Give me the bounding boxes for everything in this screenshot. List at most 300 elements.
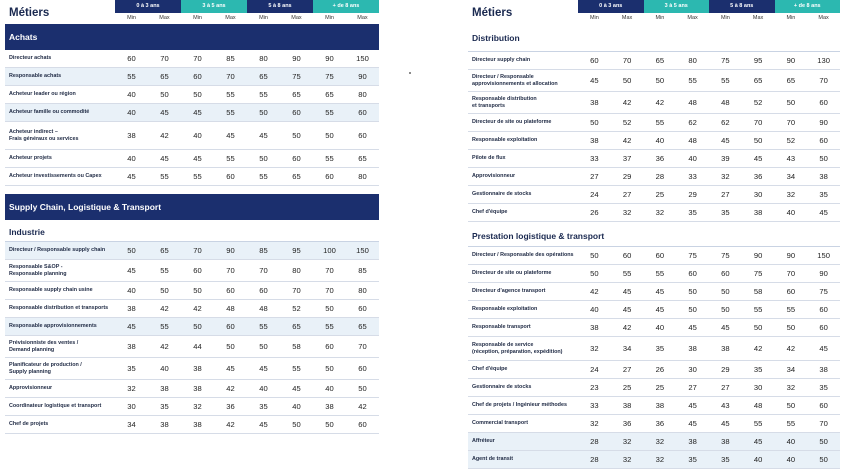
salary-min-cell: 60 bbox=[721, 269, 730, 278]
salary-max-cell: 42 bbox=[226, 420, 235, 429]
salary-max-cell: 50 bbox=[753, 323, 763, 332]
min-label: Min bbox=[127, 15, 136, 21]
job-title: Responsable supply chain usine bbox=[9, 287, 93, 294]
salary-max-cell: 75 bbox=[753, 269, 763, 278]
salary-max-cell: 45 bbox=[688, 419, 697, 428]
salary-min-cell: 50 bbox=[325, 420, 334, 429]
table-row bbox=[468, 150, 840, 168]
salary-max-cell: 50 bbox=[358, 384, 367, 393]
salary-max-cell: 55 bbox=[160, 172, 169, 181]
salary-max-cell: 55 bbox=[160, 322, 169, 331]
salary-min-cell: 27 bbox=[721, 383, 730, 392]
table-row bbox=[468, 451, 840, 469]
salary-min-cell: 55 bbox=[259, 90, 268, 99]
salary-max-cell: 27 bbox=[688, 383, 697, 392]
max-label: Max bbox=[687, 15, 698, 21]
min-max-labels bbox=[115, 13, 379, 23]
salary-min-cell: 43 bbox=[786, 154, 796, 163]
right-salary-panel bbox=[468, 0, 840, 469]
job-title: Directeur achats bbox=[9, 55, 52, 62]
table-row bbox=[468, 265, 840, 283]
salary-min-cell: 30 bbox=[127, 402, 136, 411]
min-label: Min bbox=[720, 15, 730, 21]
salary-max-cell: 50 bbox=[819, 455, 828, 464]
salary-min-cell: 38 bbox=[127, 342, 136, 351]
salary-max-cell: 50 bbox=[819, 437, 828, 446]
salary-min-cell: 60 bbox=[655, 251, 665, 260]
salary-max-cell: 60 bbox=[358, 108, 367, 117]
salary-min-cell: 24 bbox=[590, 190, 599, 199]
salary-min-cell: 29 bbox=[721, 365, 730, 374]
salary-min-cell: 50 bbox=[325, 364, 334, 373]
salary-values bbox=[115, 154, 379, 163]
salary-values bbox=[578, 136, 840, 145]
salary-max-cell: 35 bbox=[688, 455, 697, 464]
salary-min-cell: 23 bbox=[590, 383, 599, 392]
job-title: Directeur / Responsable approvisionnements et allocation bbox=[472, 74, 558, 87]
table-row bbox=[5, 260, 379, 282]
salary-values bbox=[115, 342, 379, 351]
job-title: Directeur d'agence transport bbox=[472, 288, 546, 295]
salary-min-cell: 40 bbox=[127, 108, 136, 117]
salary-max-cell: 62 bbox=[688, 118, 697, 127]
max-label: Max bbox=[357, 15, 368, 21]
table-row bbox=[5, 68, 379, 86]
salary-values bbox=[578, 455, 840, 464]
salary-min-cell: 70 bbox=[325, 266, 334, 275]
table-row bbox=[5, 336, 379, 358]
salary-max-cell: 55 bbox=[226, 108, 235, 117]
salary-max-cell: 50 bbox=[688, 287, 697, 296]
salary-min-cell: 60 bbox=[193, 266, 202, 275]
salary-max-cell: 150 bbox=[356, 54, 369, 63]
table-row bbox=[468, 361, 840, 379]
salary-min-cell: 45 bbox=[127, 266, 136, 275]
job-title: Responsable distribution et transports bbox=[9, 305, 109, 312]
job-title: Responsable S&OP - Responsable planning bbox=[9, 264, 67, 277]
salary-min-cell: 32 bbox=[655, 437, 665, 446]
salary-min-cell: 70 bbox=[193, 54, 202, 63]
salary-max-cell: 80 bbox=[292, 266, 301, 275]
salary-min-cell: 75 bbox=[721, 251, 730, 260]
salary-min-cell: 40 bbox=[655, 323, 665, 332]
salary-min-cell: 45 bbox=[127, 322, 136, 331]
salary-min-cell: 40 bbox=[127, 154, 136, 163]
salary-max-cell: 70 bbox=[819, 419, 828, 428]
salary-min-cell: 55 bbox=[786, 305, 796, 314]
table-row bbox=[468, 168, 840, 186]
salary-max-cell: 60 bbox=[226, 286, 235, 295]
job-title: Directeur supply chain bbox=[472, 57, 531, 64]
salary-min-cell: 44 bbox=[193, 342, 202, 351]
salary-max-cell: 65 bbox=[160, 246, 169, 255]
salary-min-cell: 60 bbox=[325, 172, 334, 181]
salary-values bbox=[578, 365, 840, 374]
salary-max-cell: 45 bbox=[226, 364, 235, 373]
table-row bbox=[468, 92, 840, 114]
salary-min-cell: 34 bbox=[786, 172, 796, 181]
salary-max-cell: 60 bbox=[292, 108, 301, 117]
salary-max-cell: 55 bbox=[226, 154, 235, 163]
salary-min-cell: 50 bbox=[325, 131, 334, 140]
salary-min-cell: 90 bbox=[325, 54, 334, 63]
salary-min-cell: 38 bbox=[193, 384, 202, 393]
table-row bbox=[5, 86, 379, 104]
table-row bbox=[5, 300, 379, 318]
salary-min-cell: 40 bbox=[325, 384, 334, 393]
salary-max-cell: 65 bbox=[292, 90, 301, 99]
salary-max-cell: 38 bbox=[160, 384, 169, 393]
salary-max-cell: 90 bbox=[819, 118, 828, 127]
salary-max-cell: 70 bbox=[292, 286, 301, 295]
table-row bbox=[468, 204, 840, 222]
salary-max-cell: 60 bbox=[819, 98, 828, 107]
experience-band: 3 à 5 ans bbox=[644, 0, 710, 13]
table-row bbox=[468, 114, 840, 132]
salary-min-cell: 40 bbox=[786, 208, 796, 217]
job-title: Acheteur leader ou région bbox=[9, 91, 76, 98]
table-row bbox=[5, 150, 379, 168]
salary-max-cell: 90 bbox=[292, 54, 301, 63]
salary-max-cell: 55 bbox=[292, 364, 301, 373]
salary-max-cell: 45 bbox=[622, 305, 632, 314]
table-row bbox=[468, 52, 840, 70]
salary-max-cell: 32 bbox=[622, 208, 632, 217]
salary-max-cell: 60 bbox=[358, 420, 367, 429]
salary-max-cell: 48 bbox=[688, 136, 697, 145]
salary-min-cell: 55 bbox=[325, 154, 334, 163]
job-title: Chef de projets / Ingénieur méthodes bbox=[472, 402, 567, 409]
salary-max-cell: 65 bbox=[292, 322, 301, 331]
salary-max-cell: 35 bbox=[819, 383, 828, 392]
salary-min-cell: 65 bbox=[786, 76, 796, 85]
salary-max-cell: 55 bbox=[160, 266, 169, 275]
salary-values bbox=[115, 322, 379, 331]
salary-values bbox=[578, 208, 840, 217]
salary-min-cell: 28 bbox=[655, 172, 665, 181]
salary-max-cell: 35 bbox=[819, 190, 828, 199]
salary-values bbox=[578, 305, 840, 314]
salary-max-cell: 70 bbox=[819, 76, 828, 85]
salary-values bbox=[578, 154, 840, 163]
salary-max-cell: 50 bbox=[292, 131, 301, 140]
salary-values bbox=[115, 72, 379, 81]
salary-max-cell: 50 bbox=[622, 76, 632, 85]
salary-min-cell: 48 bbox=[721, 98, 730, 107]
salary-max-cell: 42 bbox=[358, 402, 367, 411]
salary-min-cell: 38 bbox=[193, 420, 202, 429]
salary-max-cell: 80 bbox=[358, 90, 367, 99]
salary-max-cell: 60 bbox=[358, 364, 367, 373]
salary-min-cell: 34 bbox=[127, 420, 136, 429]
salary-values bbox=[115, 54, 379, 63]
salary-max-cell: 50 bbox=[753, 136, 763, 145]
salary-max-cell: 30 bbox=[753, 190, 763, 199]
salary-values bbox=[578, 76, 840, 85]
salary-min-cell: 27 bbox=[721, 190, 730, 199]
salary-max-cell: 60 bbox=[358, 131, 367, 140]
job-title: Acheteur famille ou commodité bbox=[9, 109, 90, 116]
table-header bbox=[5, 0, 379, 24]
salary-min-cell: 50 bbox=[325, 304, 334, 313]
max-label: Max bbox=[752, 15, 764, 21]
salary-min-cell: 55 bbox=[325, 108, 334, 117]
salary-min-cell: 38 bbox=[590, 98, 599, 107]
salary-max-cell: 70 bbox=[753, 118, 763, 127]
salary-max-cell: 50 bbox=[160, 90, 169, 99]
salary-max-cell: 30 bbox=[688, 365, 697, 374]
salary-min-cell: 40 bbox=[127, 90, 136, 99]
salary-max-cell: 80 bbox=[688, 56, 697, 65]
salary-max-cell: 90 bbox=[226, 246, 235, 255]
salary-max-cell: 65 bbox=[358, 154, 367, 163]
job-title: Prévisionniste des ventes / Demand planning bbox=[9, 340, 79, 353]
salary-values bbox=[115, 364, 379, 373]
salary-min-cell: 45 bbox=[590, 76, 599, 85]
salary-min-cell: 26 bbox=[655, 365, 665, 374]
salary-values bbox=[115, 90, 379, 99]
salary-max-cell: 45 bbox=[292, 384, 301, 393]
salary-min-cell: 60 bbox=[786, 287, 796, 296]
salary-min-cell: 50 bbox=[193, 286, 202, 295]
salary-max-cell: 45 bbox=[622, 287, 632, 296]
salary-min-cell: 34 bbox=[786, 365, 796, 374]
salary-min-cell: 38 bbox=[127, 304, 136, 313]
salary-values bbox=[115, 384, 379, 393]
salary-min-cell: 60 bbox=[590, 56, 599, 65]
salary-max-cell: 52 bbox=[622, 118, 632, 127]
table-row bbox=[5, 358, 379, 380]
job-title: Directeur / Responsable supply chain bbox=[9, 247, 106, 254]
salary-max-cell: 65 bbox=[292, 172, 301, 181]
job-title: Approvisionneur bbox=[9, 385, 53, 392]
table-row bbox=[468, 397, 840, 415]
salary-max-cell: 50 bbox=[292, 420, 301, 429]
salary-min-cell: 55 bbox=[259, 322, 268, 331]
salary-min-cell: 60 bbox=[127, 54, 136, 63]
max-label: Max bbox=[159, 15, 170, 21]
salary-max-cell: 60 bbox=[226, 322, 235, 331]
salary-max-cell: 150 bbox=[356, 246, 369, 255]
table-header bbox=[468, 0, 840, 24]
salary-values bbox=[115, 286, 379, 295]
table-row bbox=[468, 70, 840, 92]
salary-values bbox=[578, 98, 840, 107]
salary-values bbox=[578, 269, 840, 278]
job-title: Chef d'équipe bbox=[472, 209, 508, 216]
salary-max-cell: 42 bbox=[753, 344, 763, 353]
table-row bbox=[468, 283, 840, 301]
salary-min-cell: 36 bbox=[655, 419, 665, 428]
table-row bbox=[468, 379, 840, 397]
salary-max-cell: 34 bbox=[622, 344, 632, 353]
salary-min-cell: 55 bbox=[259, 172, 268, 181]
salary-values bbox=[578, 190, 840, 199]
salary-values bbox=[578, 56, 840, 65]
salary-min-cell: 35 bbox=[655, 344, 665, 353]
salary-min-cell: 32 bbox=[127, 384, 136, 393]
min-max-labels bbox=[578, 13, 840, 23]
salary-min-cell: 65 bbox=[325, 90, 334, 99]
table-row bbox=[468, 433, 840, 451]
salary-min-cell: 43 bbox=[721, 401, 730, 410]
job-title: Responsable achats bbox=[9, 73, 62, 80]
table-row bbox=[468, 301, 840, 319]
salary-max-cell: 70 bbox=[160, 54, 169, 63]
salary-max-cell: 60 bbox=[688, 269, 697, 278]
salary-max-cell: 60 bbox=[819, 401, 828, 410]
salary-max-cell: 80 bbox=[358, 172, 367, 181]
salary-values bbox=[578, 172, 840, 181]
salary-min-cell: 55 bbox=[127, 72, 136, 81]
salary-max-cell: 75 bbox=[688, 251, 697, 260]
salary-max-cell: 50 bbox=[160, 286, 169, 295]
salary-min-cell: 25 bbox=[655, 383, 665, 392]
salary-max-cell: 90 bbox=[819, 269, 828, 278]
salary-max-cell: 80 bbox=[358, 286, 367, 295]
min-label: Min bbox=[193, 15, 202, 21]
salary-min-cell: 52 bbox=[786, 136, 796, 145]
table-row bbox=[5, 318, 379, 336]
salary-min-cell: 42 bbox=[590, 287, 599, 296]
salary-min-cell: 25 bbox=[655, 190, 665, 199]
salary-min-cell: 45 bbox=[655, 287, 665, 296]
salary-values bbox=[115, 266, 379, 275]
salary-min-cell: 35 bbox=[259, 402, 268, 411]
salary-min-cell: 32 bbox=[590, 419, 599, 428]
salary-min-cell: 62 bbox=[721, 118, 730, 127]
salary-min-cell: 48 bbox=[259, 304, 268, 313]
salary-min-cell: 38 bbox=[193, 364, 202, 373]
max-label: Max bbox=[225, 15, 236, 21]
job-title: Acheteur projets bbox=[9, 155, 52, 162]
job-title: Directeur / Responsable des opérations bbox=[472, 252, 574, 259]
salary-min-cell: 33 bbox=[590, 401, 599, 410]
salary-max-cell: 60 bbox=[819, 323, 828, 332]
salary-min-cell: 45 bbox=[721, 136, 730, 145]
job-title: Responsable de service (réception, préparation, expédition) bbox=[472, 342, 563, 355]
salary-min-cell: 55 bbox=[325, 322, 334, 331]
subcategory-heading: Distribution bbox=[468, 24, 840, 52]
max-label: Max bbox=[818, 15, 829, 21]
table-row bbox=[5, 416, 379, 434]
salary-max-cell: 29 bbox=[622, 172, 632, 181]
salary-max-cell: 60 bbox=[292, 154, 301, 163]
salary-max-cell: 42 bbox=[622, 98, 632, 107]
experience-bands bbox=[115, 0, 379, 13]
salary-min-cell: 70 bbox=[325, 286, 334, 295]
salary-min-cell: 55 bbox=[721, 76, 730, 85]
max-label: Max bbox=[291, 15, 302, 21]
salary-max-cell: 60 bbox=[819, 136, 828, 145]
salary-max-cell: 37 bbox=[622, 154, 632, 163]
salary-max-cell: 30 bbox=[753, 383, 763, 392]
salary-max-cell: 45 bbox=[226, 131, 235, 140]
salary-values bbox=[578, 437, 840, 446]
salary-min-cell: 36 bbox=[655, 154, 665, 163]
category-heading: Achats bbox=[5, 24, 379, 50]
salary-min-cell: 70 bbox=[786, 118, 796, 127]
salary-max-cell: 85 bbox=[226, 54, 235, 63]
salary-values bbox=[115, 172, 379, 181]
subcategory-heading: Prestation logistique & transport bbox=[468, 225, 840, 247]
salary-min-cell: 42 bbox=[193, 304, 202, 313]
salary-min-cell: 33 bbox=[590, 154, 599, 163]
experience-band: + de 8 ans bbox=[775, 0, 841, 13]
salary-max-cell: 45 bbox=[753, 154, 763, 163]
experience-band: 5 à 8 ans bbox=[709, 0, 775, 13]
salary-min-cell: 26 bbox=[590, 208, 599, 217]
salary-min-cell: 70 bbox=[786, 269, 796, 278]
job-title: Chef de projets bbox=[9, 421, 49, 428]
salary-max-cell: 42 bbox=[622, 136, 632, 145]
salary-min-cell: 28 bbox=[590, 437, 599, 446]
salary-max-cell: 45 bbox=[753, 437, 763, 446]
salary-min-cell: 45 bbox=[193, 108, 202, 117]
salary-values bbox=[115, 131, 379, 140]
experience-band: 0 à 3 ans bbox=[115, 0, 181, 13]
salary-max-cell: 27 bbox=[622, 365, 632, 374]
salary-min-cell: 55 bbox=[786, 419, 796, 428]
salary-max-cell: 95 bbox=[753, 56, 763, 65]
salary-min-cell: 38 bbox=[721, 344, 730, 353]
job-title: Chef d'équipe bbox=[472, 366, 508, 373]
salary-min-cell: 55 bbox=[655, 118, 665, 127]
salary-min-cell: 38 bbox=[590, 136, 599, 145]
salary-min-cell: 32 bbox=[786, 190, 796, 199]
salary-min-cell: 35 bbox=[127, 364, 136, 373]
salary-min-cell: 50 bbox=[721, 287, 730, 296]
salary-min-cell: 50 bbox=[786, 98, 796, 107]
salary-min-cell: 32 bbox=[655, 208, 665, 217]
salary-min-cell: 75 bbox=[325, 72, 334, 81]
salary-min-cell: 85 bbox=[259, 246, 268, 255]
salary-max-cell: 36 bbox=[622, 419, 632, 428]
salary-max-cell: 60 bbox=[226, 172, 235, 181]
salary-max-cell: 42 bbox=[160, 304, 169, 313]
stray-dot bbox=[409, 72, 411, 74]
salary-max-cell: 95 bbox=[292, 246, 301, 255]
salary-max-cell: 50 bbox=[688, 305, 697, 314]
salary-max-cell: 45 bbox=[819, 208, 828, 217]
salary-max-cell: 60 bbox=[819, 305, 828, 314]
salary-min-cell: 32 bbox=[193, 402, 202, 411]
salary-max-cell: 90 bbox=[753, 251, 763, 260]
salary-min-cell: 42 bbox=[786, 344, 796, 353]
salary-values bbox=[578, 383, 840, 392]
salary-min-cell: 50 bbox=[786, 323, 796, 332]
salary-min-cell: 60 bbox=[193, 72, 202, 81]
salary-max-cell: 60 bbox=[622, 251, 632, 260]
salary-values bbox=[578, 323, 840, 332]
table-row bbox=[5, 50, 379, 68]
subcategory-heading: Industrie bbox=[5, 222, 379, 242]
min-label: Min bbox=[325, 15, 334, 21]
salary-min-cell: 50 bbox=[127, 246, 136, 255]
salary-max-cell: 70 bbox=[358, 342, 367, 351]
salary-values bbox=[578, 344, 840, 353]
salary-max-cell: 27 bbox=[622, 190, 632, 199]
salary-max-cell: 45 bbox=[819, 344, 828, 353]
left-salary-panel bbox=[5, 0, 379, 434]
salary-max-cell: 58 bbox=[292, 342, 301, 351]
salary-max-cell: 65 bbox=[753, 76, 763, 85]
salary-min-cell: 38 bbox=[721, 437, 730, 446]
salary-max-cell: 85 bbox=[358, 266, 367, 275]
salary-min-cell: 50 bbox=[590, 251, 599, 260]
salary-max-cell: 65 bbox=[358, 322, 367, 331]
salary-max-cell: 45 bbox=[160, 108, 169, 117]
